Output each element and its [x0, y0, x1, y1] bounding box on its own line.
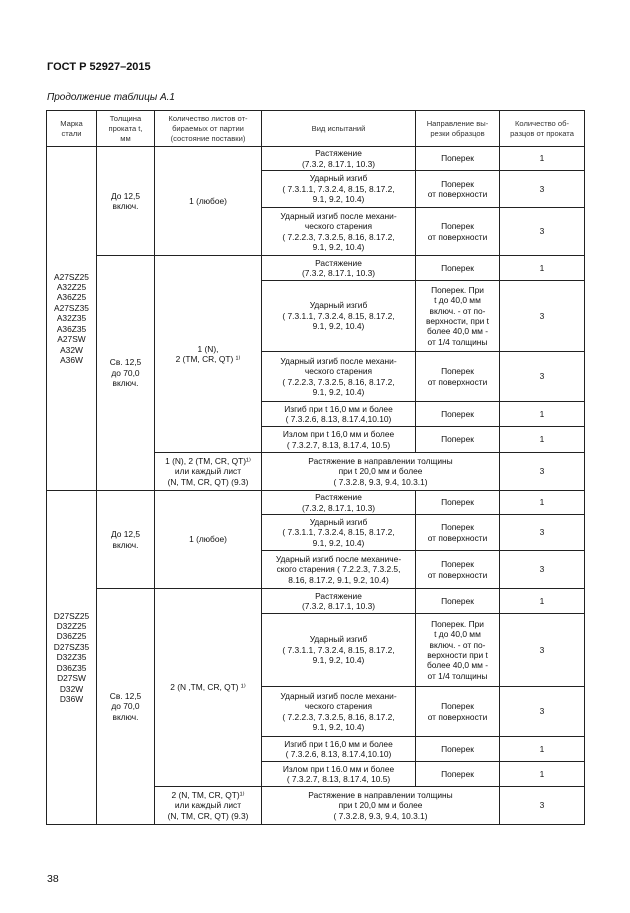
direction-cell: Поперек [416, 737, 500, 762]
table-row [47, 147, 585, 171]
thickness-thin-a: До 12,5 включ. [97, 147, 155, 256]
count-cell: 1 [500, 491, 585, 515]
direction-cell: Поперек от поверхности [416, 352, 500, 402]
thickness-thick-a: Св. 12,5 до 70,0 включ. [97, 256, 155, 491]
test-type-cell: Ударный изгиб после механи- ческого старения ( 7.2.2.3, 7.3.2.5, 8.16, 8.17.2, 9.1, 9.2, 10.4) [262, 687, 416, 737]
test-type-cell: Изгиб при t 16,0 мм и более ( 7.3.2.6, 8.13, 8.17.4,10.10) [262, 737, 416, 762]
sheets-z-test-d: 2 (N, TM, CR, QT)¹⁾ или каждый лист (N, TM, CR, QT) (9.3) [155, 787, 262, 825]
sheets-z-test-a: 1 (N), 2 (TM, CR, QT)¹⁾ или каждый лист (N, TM, CR, QT) (9.3) [155, 453, 262, 491]
header-direction: Направление вы- резки образцов [416, 111, 500, 147]
direction-cell: Поперек [416, 491, 500, 515]
count-cell: 1 [500, 762, 585, 787]
count-cell: 3 [500, 281, 585, 352]
header-test-type: Вид испытаний [262, 111, 416, 147]
sheets-thin-a: 1 (любое) [155, 147, 262, 256]
direction-cell: Поперек. При t до 40,0 мм включ. - от по- верхности при t более 40,0 мм - от 1/4 толщины [416, 614, 500, 687]
test-type-z-a: Растяжение в направлении толщины при t 20,0 мм и более ( 7.3.2.8, 9.3, 9.4, 10.3.1) [262, 453, 500, 491]
test-type-cell: Растяжение (7.3.2, 8.17.1, 10.3) [262, 589, 416, 614]
count-cell: 1 [500, 402, 585, 427]
table-row [47, 256, 585, 281]
test-type-cell: Излом при t 16,0 мм и более ( 7.3.2.7, 8.13, 8.17.4, 10.5) [262, 427, 416, 453]
table-caption: Продолжение таблицы А.1 [47, 92, 175, 103]
header-count: Количество об- разцов от проката [500, 111, 585, 147]
thickness-thick-d: Св. 12,5 до 70,0 включ. [97, 589, 155, 825]
test-type-cell: Ударный изгиб после механи- ческого старения ( 7.2.2.3, 7.3.2.5, 8.16, 8.17.2, 9.1, 9.2, 10.4) [262, 352, 416, 402]
direction-cell: Поперек [416, 147, 500, 171]
count-cell: 3 [500, 787, 585, 825]
count-cell: 1 [500, 256, 585, 281]
test-type-cell: Ударный изгиб ( 7.3.1.1, 7.3.2.4, 8.15, 8.17.2, 9.1, 9.2, 10.4) [262, 171, 416, 208]
test-requirements-table [46, 110, 585, 825]
count-cell: 1 [500, 427, 585, 453]
direction-cell: Поперек [416, 427, 500, 453]
direction-cell: Поперек от поверхности [416, 208, 500, 256]
test-type-cell: Излом при t 16.0 мм и более ( 7.3.2.7, 8.13, 8.17.4, 10.5) [262, 762, 416, 787]
document-title: ГОСТ Р 52927–2015 [47, 61, 151, 73]
count-cell: 1 [500, 737, 585, 762]
test-type-cell: Растяжение (7.3.2, 8.17.1, 10.3) [262, 256, 416, 281]
page-number: 38 [47, 873, 59, 885]
direction-cell: Поперек от поверхности [416, 687, 500, 737]
thickness-thin-d: До 12,5 включ. [97, 491, 155, 589]
direction-cell: Поперек [416, 589, 500, 614]
test-type-cell: Ударный изгиб после механи- ческого старения ( 7.2.2.3, 7.3.2.5, 8.16, 8.17.2, 9.1, 9.2, 10.4) [262, 208, 416, 256]
sheets-thick-a: 1 (N), 2 (TM, CR, QT) ¹⁾ [155, 256, 262, 453]
sheets-thin-d: 1 (любое) [155, 491, 262, 589]
direction-cell: Поперек от поверхности [416, 551, 500, 589]
table-row [47, 589, 585, 614]
table-header-row [47, 111, 585, 147]
test-type-cell: Ударный изгиб ( 7.3.1.1, 7.3.2.4, 8.15, 8.17.2, 9.1, 9.2, 10.4) [262, 515, 416, 551]
direction-cell: Поперек. При t до 40,0 мм включ. - от по- верхности, при t более 40,0 мм - от 1/4 толщины [416, 281, 500, 352]
sheets-thick-d: 2 (N ,TM, CR, QT) ¹⁾ [155, 589, 262, 787]
count-cell: 3 [500, 687, 585, 737]
test-type-z-d: Растяжение в направлении толщины при t 20,0 мм и более ( 7.3.2.8, 9.3, 9.4, 10.3.1) [262, 787, 500, 825]
steel-grades-d: D27SZ25 D32Z25 D36Z25 D27SZ35 D32Z35 D36Z35 D27SW D32W D36W [47, 491, 97, 825]
table-row [47, 491, 585, 515]
direction-cell: Поперек [416, 402, 500, 427]
count-cell: 3 [500, 551, 585, 589]
steel-grades-a: A27SZ25 A32Z25 A36Z25 A27SZ35 A32Z35 A36Z35 A27SW A32W A36W [47, 147, 97, 491]
test-type-cell: Растяжение (7.3.2, 8.17.1, 10.3) [262, 491, 416, 515]
count-cell: 1 [500, 589, 585, 614]
test-type-cell: Ударный изгиб после механиче- ского старения ( 7.2.2.3, 7.3.2.5, 8.16, 8.17.2, 9.1, 9.2, 10.4) [262, 551, 416, 589]
header-sheets: Количество листов от- бираемых от партии (состояние поставки) [155, 111, 262, 147]
header-grade: Марка стали [47, 111, 97, 147]
count-cell: 3 [500, 453, 585, 491]
count-cell: 3 [500, 614, 585, 687]
count-cell: 3 [500, 171, 585, 208]
direction-cell: Поперек [416, 762, 500, 787]
count-cell: 3 [500, 515, 585, 551]
test-type-cell: Растяжение (7.3.2, 8.17.1, 10.3) [262, 147, 416, 171]
direction-cell: Поперек [416, 256, 500, 281]
direction-cell: Поперек от поверхности [416, 171, 500, 208]
test-type-cell: Изгиб при t 16,0 мм и более ( 7.3.2.6, 8.13, 8.17.4,10.10) [262, 402, 416, 427]
count-cell: 3 [500, 352, 585, 402]
count-cell: 3 [500, 208, 585, 256]
test-type-cell: Ударный изгиб ( 7.3.1.1, 7.3.2.4, 8.15, 8.17.2, 9.1, 9.2, 10.4) [262, 281, 416, 352]
count-cell: 1 [500, 147, 585, 171]
direction-cell: Поперек от поверхности [416, 515, 500, 551]
test-type-cell: Ударный изгиб ( 7.3.1.1, 7.3.2.4, 8.15, 8.17.2, 9.1, 9.2, 10.4) [262, 614, 416, 687]
header-thickness: Толщина проката t, мм [97, 111, 155, 147]
